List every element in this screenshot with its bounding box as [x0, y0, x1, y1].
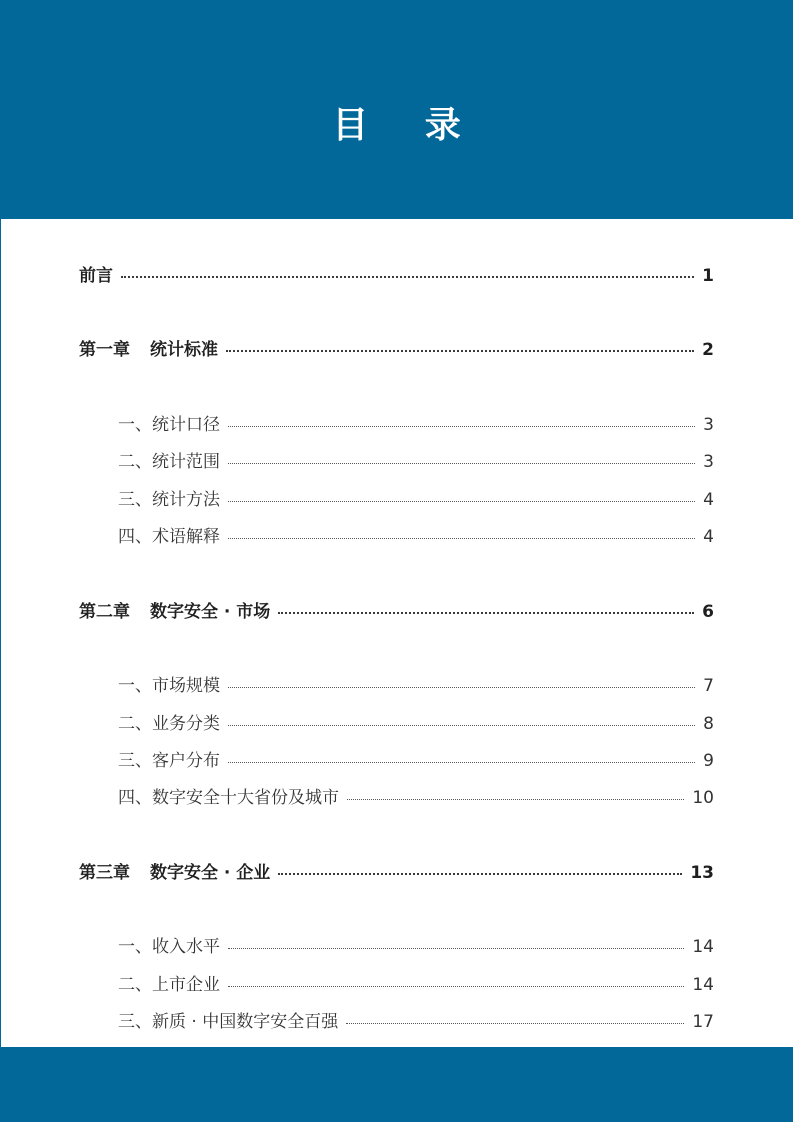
dot-leader: [228, 446, 695, 464]
toc-page-number: 1: [702, 266, 714, 286]
toc-page-number: 3: [703, 415, 714, 435]
toc-entry-chapter-2[interactable]: [79, 597, 714, 623]
toc-label: 一、收入水平: [118, 937, 220, 957]
toc-page-number: 6: [702, 602, 714, 622]
toc-entry-chapter-1[interactable]: [79, 335, 714, 361]
dot-leader: [228, 484, 695, 502]
toc-label: 二、业务分类: [118, 714, 220, 734]
toc-page-number: 13: [690, 863, 714, 883]
toc-entry-section[interactable]: [118, 485, 714, 511]
dot-leader: [278, 595, 694, 614]
dot-leader: [121, 259, 694, 278]
page-title: 目 录: [332, 105, 483, 146]
left-frame-line: [0, 219, 1, 1047]
dot-leader: [347, 782, 684, 800]
toc-entry-section[interactable]: [118, 970, 714, 996]
toc-label: 一、市场规模: [118, 676, 220, 696]
toc-entry-chapter-3[interactable]: [79, 858, 714, 884]
toc-page-number: 4: [703, 490, 714, 510]
dot-leader: [228, 931, 684, 949]
toc-label: 数字安全 · 市场: [150, 602, 271, 622]
toc-page-number: 2: [702, 340, 714, 360]
toc-label: 一、统计口径: [118, 415, 220, 435]
toc-entry-section[interactable]: [118, 746, 714, 772]
toc-page-number: 14: [692, 937, 714, 957]
dot-leader: [228, 521, 695, 539]
toc-page-number: 14: [692, 975, 714, 995]
toc-label: 二、上市企业: [118, 975, 220, 995]
footer-band: [0, 1047, 793, 1122]
chapter-number: 第三章: [79, 863, 130, 883]
toc-entry-section[interactable]: [118, 1007, 714, 1033]
toc-entry-section[interactable]: [118, 709, 714, 735]
toc-label: 数字安全 · 企业: [150, 863, 271, 883]
chapter-number: 第一章: [79, 340, 130, 360]
toc-page-number: 4: [703, 527, 714, 547]
toc-label: 四、数字安全十大省份及城市: [118, 788, 339, 808]
toc-label: 三、客户分布: [118, 751, 220, 771]
toc-entry-preface[interactable]: [79, 261, 714, 287]
toc-label: 前言: [79, 266, 113, 286]
dot-leader: [228, 708, 695, 726]
dot-leader: [346, 1006, 684, 1024]
toc-page-number: 3: [703, 452, 714, 472]
toc-label: 三、统计方法: [118, 490, 220, 510]
dot-leader: [278, 856, 682, 875]
chapter-number: 第二章: [79, 602, 130, 622]
toc-label: 四、术语解释: [118, 527, 220, 547]
toc-entry-section[interactable]: [118, 447, 714, 473]
toc-entry-section[interactable]: [118, 932, 714, 958]
toc-page-number: 9: [703, 751, 714, 771]
dot-leader: [228, 670, 695, 688]
toc-entry-section[interactable]: [118, 410, 714, 436]
toc-label: 二、统计范围: [118, 452, 220, 472]
dot-leader: [228, 745, 695, 763]
dot-leader: [226, 333, 694, 352]
toc-label: 三、新质 · 中国数字安全百强: [118, 1012, 339, 1032]
toc-entry-section[interactable]: [118, 783, 714, 809]
dot-leader: [228, 409, 695, 427]
toc-label: 统计标准: [150, 340, 218, 360]
toc-entry-section[interactable]: [118, 671, 714, 697]
toc-page-number: 7: [703, 676, 714, 696]
toc-entry-section[interactable]: [118, 522, 714, 548]
toc-page-number: 10: [692, 788, 714, 808]
toc-page-number: 17: [692, 1012, 714, 1032]
toc-page-number: 8: [703, 714, 714, 734]
header-band: [0, 0, 793, 219]
dot-leader: [228, 969, 684, 987]
